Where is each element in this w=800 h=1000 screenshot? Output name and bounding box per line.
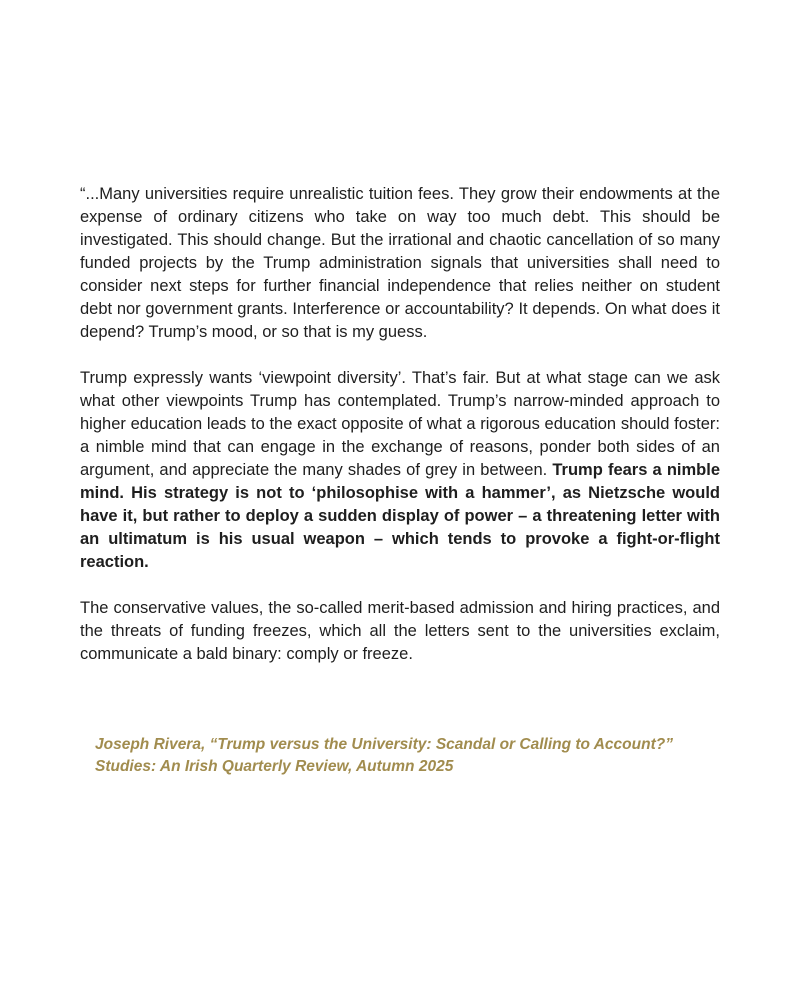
- citation-line-1: Joseph Rivera, “Trump versus the University: Scandal or Calling to Account?”: [95, 736, 673, 753]
- citation: [80, 734, 720, 778]
- citation-line-2: Studies: An Irish Quarterly Review, Autumn 2025: [95, 758, 454, 775]
- quote-paragraph-2: [80, 367, 720, 574]
- quote-paragraph-1: “...Many universities require unrealistic tuition fees. They grow their endowments at the expense of ordinary citizens who take on way too much debt. This should be investigated. This should change. But the irrational and chaotic cancellation of so many funded projects by the Trump administration signals that universities shall need to consider next steps for further financial independence that relies neither on student debt nor government grants. Interference or accountability? It depends. On what does it depend? Trump’s mood, or so that is my guess.: [80, 185, 720, 341]
- quote-paragraph-3: The conservative values, the so-called merit-based admission and hiring practices, and the threats of funding freezes, which all the letters sent to the universities exclaim, communicate a bald binary: comply or freeze.: [80, 599, 720, 663]
- quote-paragraph-2-bold: Trump fears a nimble mind. His strategy is not to ‘philosophise with a hammer’, as Nietzsche would have it, but rather to deploy a sudden display of power – a threatening letter with an ultimatum is his usual weapon – which tends to provoke a fight-or-flight reaction.: [80, 461, 721, 571]
- quote-paragraph-2-normal: Trump expressly wants ‘viewpoint diversity’. That’s fair. But at what stage can we ask what other viewpoints Trump has contemplated. Trump’s narrow-minded approach to higher education leads to the exact opposite of what a rigorous education should foster: a nimble mind that can engage in the exchange of reasons, ponder both sides of an argument, and appreciate the many shades of grey in between.: [80, 369, 720, 479]
- quote-body: [80, 183, 720, 778]
